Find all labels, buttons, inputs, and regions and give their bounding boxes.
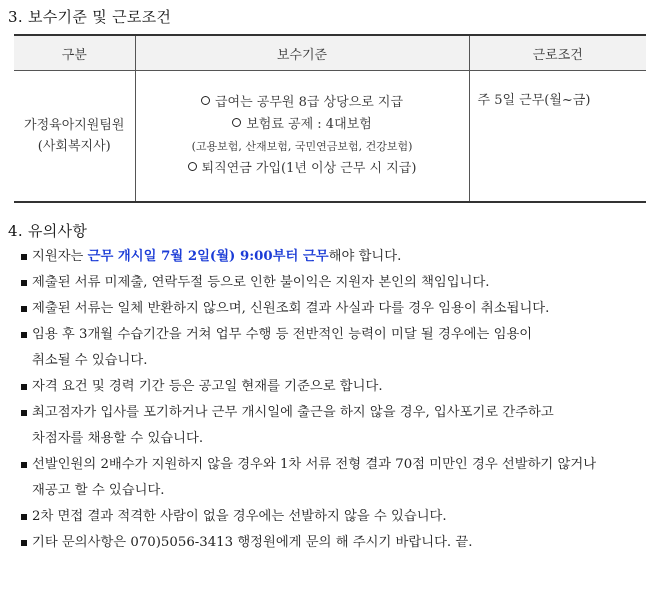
list-item: 임용 후 3개월 수습기간을 거쳐 업무 수행 등 전반적인 능력이 미달 될 경우에는 임용이 취소될 수 있습니다. bbox=[20, 322, 652, 374]
square-bullet-icon bbox=[21, 254, 27, 260]
notes-list bbox=[20, 244, 652, 556]
pension-item: 퇴직연금 가입(1년 이상 근무 시 지급) bbox=[137, 158, 468, 180]
table-header-row bbox=[14, 35, 646, 71]
list-item: 최고점자가 입사를 포기하거나 근무 개시일에 출근을 하지 않을 경우, 입사포기로 간주하고 차점자를 채용할 수 있습니다. bbox=[20, 400, 652, 452]
circle-bullet-icon bbox=[232, 118, 241, 127]
pay-standard-cell bbox=[135, 71, 469, 203]
list-item: 제출된 서류 미제출, 연락두절 등으로 인한 불이익은 지원자 본인의 책임입니다. bbox=[20, 270, 652, 296]
square-bullet-icon bbox=[21, 332, 27, 338]
square-bullet-icon bbox=[21, 384, 27, 390]
salary-item: 급여는 공무원 8급 상당으로 지급 bbox=[137, 92, 468, 114]
insurance-detail: (고용보험, 산재보험, 국민연금보험, 건강보험) bbox=[191, 140, 413, 153]
start-date-highlight: 근무 개시일 7월 2일(월) 9:00부터 근무 bbox=[87, 249, 329, 264]
list-item: 기타 문의사항은 070)5056-3413 행정원에게 문의 해 주시기 바랍니다. 끝. bbox=[20, 530, 652, 556]
header-work-conditions: 근로조건 bbox=[469, 35, 646, 71]
square-bullet-icon bbox=[21, 410, 27, 416]
list-item: 선발인원의 2배수가 지원하지 않을 경우와 1차 서류 전형 결과 70점 미만인 경우 선발하기 않거나 재공고 할 수 있습니다. bbox=[20, 452, 652, 504]
square-bullet-icon bbox=[21, 306, 27, 312]
list-item: 지원자는 근무 개시일 7월 2일(월) 9:00부터 근무해야 합니다. bbox=[20, 244, 652, 270]
section-3-title: 3. 보수기준 및 근로조건 bbox=[8, 8, 172, 26]
list-item: 2차 면접 결과 적격한 사람이 없을 경우에는 선발하지 않을 수 있습니다. bbox=[20, 504, 652, 530]
list-item: 자격 요건 및 경력 기간 등은 공고일 현재를 기준으로 합니다. bbox=[20, 374, 652, 400]
insurance-item: 보험료 공제 : 4대보험 bbox=[137, 114, 468, 136]
circle-bullet-icon bbox=[201, 96, 210, 105]
category-role: (사회복지사) bbox=[37, 139, 111, 154]
work-conditions-cell: 주 5일 근무(월~금) bbox=[469, 71, 646, 203]
category-position: 가정육아지원팀원 bbox=[24, 118, 125, 133]
square-bullet-icon bbox=[21, 540, 27, 546]
header-category: 구분 bbox=[14, 35, 135, 71]
header-pay-standard: 보수기준 bbox=[135, 35, 469, 71]
square-bullet-icon bbox=[21, 280, 27, 286]
section-4-title: 4. 유의사항 bbox=[8, 222, 88, 240]
square-bullet-icon bbox=[21, 514, 27, 520]
category-cell bbox=[14, 71, 135, 203]
square-bullet-icon bbox=[21, 462, 27, 468]
list-item: 제출된 서류는 일체 반환하지 않으며, 신원조회 결과 사실과 다를 경우 임용이 취소됩니다. bbox=[20, 296, 652, 322]
table-row bbox=[14, 71, 646, 203]
pay-conditions-table bbox=[14, 34, 646, 203]
circle-bullet-icon bbox=[188, 162, 197, 171]
